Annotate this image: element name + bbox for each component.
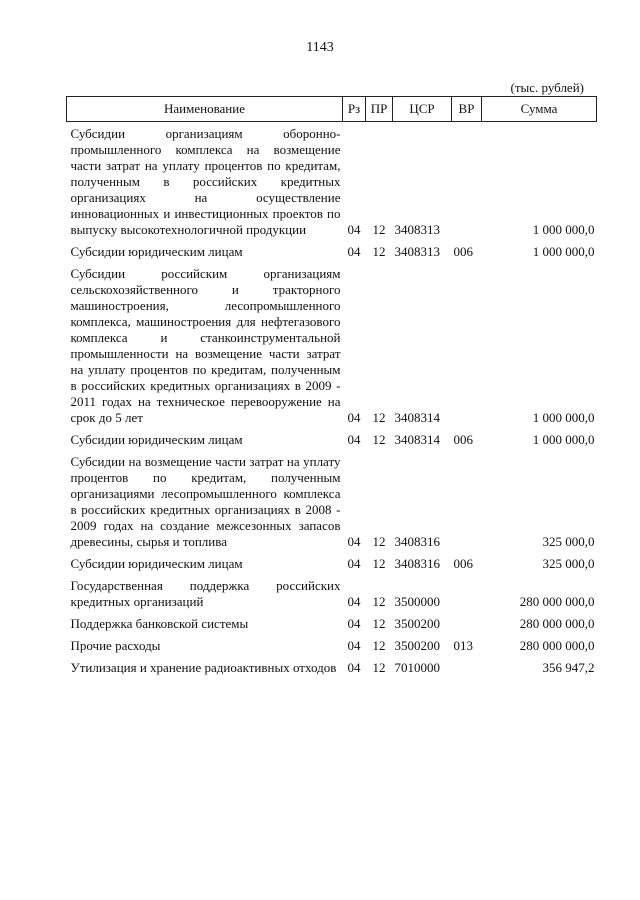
row-sum: 1 000 000,0 [532,432,595,447]
row-csr: 3500200 [394,638,440,653]
page-number: 1143 [306,40,334,55]
row-csr: 3408316 [394,534,440,549]
row-csr: 3408313 [394,222,440,237]
row-pr: 12 [372,660,386,675]
row-sum: 280 000 000,0 [519,616,595,631]
budget-table [66,96,597,676]
row-sum: 280 000 000,0 [519,638,595,653]
row-sum: 325 000,0 [542,556,595,571]
row-vr [452,448,482,550]
row-vr: 006 [453,244,473,259]
table-row [67,550,597,572]
table-row [67,238,597,260]
row-sum: 356 947,2 [542,660,595,675]
table-row [67,448,597,550]
table-row [67,654,597,676]
row-vr: 006 [453,432,473,447]
row-pr: 12 [372,432,386,447]
table-row [67,122,597,239]
row-sum: 1 000 000,0 [532,222,595,237]
row-sum: 1 000 000,0 [532,244,595,259]
row-rz: 04 [347,410,361,425]
row-pr: 12 [372,638,386,653]
header-pr: ПР [366,97,393,122]
row-vr [452,260,482,426]
row-rz: 04 [347,556,361,571]
table-row [67,426,597,448]
row-name: Субсидии юридическим лицам [70,432,243,447]
table-row [67,610,597,632]
row-csr: 3408316 [394,556,440,571]
row-rz: 04 [347,660,361,675]
row-name: Субсидии на возмещение части затрат на уплату процентов по кредитам, полученным организациями лесопромышленного комплекса в российских кредитных организациях в 2008 - 2009 годах на создание межсезонных запасов древесины, сырья и топлива [70,454,341,549]
row-rz: 04 [347,222,361,237]
row-csr: 3408313 [394,244,440,259]
row-sum: 1 000 000,0 [532,410,595,425]
row-name: Государственная поддержка российских кредитных организаций [70,578,341,609]
row-sum: 280 000 000,0 [519,594,595,609]
row-csr: 3500200 [394,616,440,631]
header-sum: Сумма [482,97,597,122]
row-csr: 7010000 [394,660,440,675]
row-csr: 3408314 [394,432,440,447]
row-rz: 04 [347,244,361,259]
row-rz: 04 [347,594,361,609]
row-csr: 3408314 [394,410,440,425]
row-name: Утилизация и хранение радиоактивных отходов [70,660,337,675]
table-row [67,632,597,654]
table-row [67,572,597,610]
header-csr: ЦСР [393,97,452,122]
row-pr: 12 [372,556,386,571]
row-pr: 12 [372,244,386,259]
row-rz: 04 [347,638,361,653]
table-header-row [67,97,597,122]
row-rz: 04 [347,616,361,631]
table-row [67,260,597,426]
row-name: Прочие расходы [70,638,161,653]
header-name: Наименование [67,97,343,122]
units-label: (тыс. рублей) [510,80,584,95]
row-vr: 013 [453,638,473,653]
row-vr [452,654,482,676]
row-name: Субсидии российским организациям сельскохозяйственного и тракторного машиностроения, лесопромышленного комплекса, машиностроения для нефтегазового комплекса и станкоинструментальной промышленности на возмещение части затрат на уплату процентов по кредитам, полученным в российских кредитных организациях в 2009 - 2011 годах на техническое перевооружение на срок до 5 лет [70,266,341,425]
row-rz: 04 [347,534,361,549]
row-name: Субсидии юридическим лицам [70,556,243,571]
row-vr [452,122,482,239]
row-name: Субсидии юридическим лицам [70,244,243,259]
row-vr [452,572,482,610]
header-vr: ВР [452,97,482,122]
row-pr: 12 [372,594,386,609]
row-name: Поддержка банковской системы [70,616,249,631]
row-pr: 12 [372,616,386,631]
row-csr: 3500000 [394,594,440,609]
row-vr [452,610,482,632]
row-rz: 04 [347,432,361,447]
row-name: Субсидии организациям оборонно-промышленного комплекса на возмещение части затрат на уплату процентов по кредитам, полученным в российских кредитных организациях на осуществление инновационных и инвестиционных проектов по выпуску высокотехнологичной продукции [70,126,341,237]
row-pr: 12 [372,222,386,237]
row-vr: 006 [453,556,473,571]
row-pr: 12 [372,410,386,425]
row-pr: 12 [372,534,386,549]
row-sum: 325 000,0 [542,534,595,549]
header-rz: Рз [343,97,366,122]
